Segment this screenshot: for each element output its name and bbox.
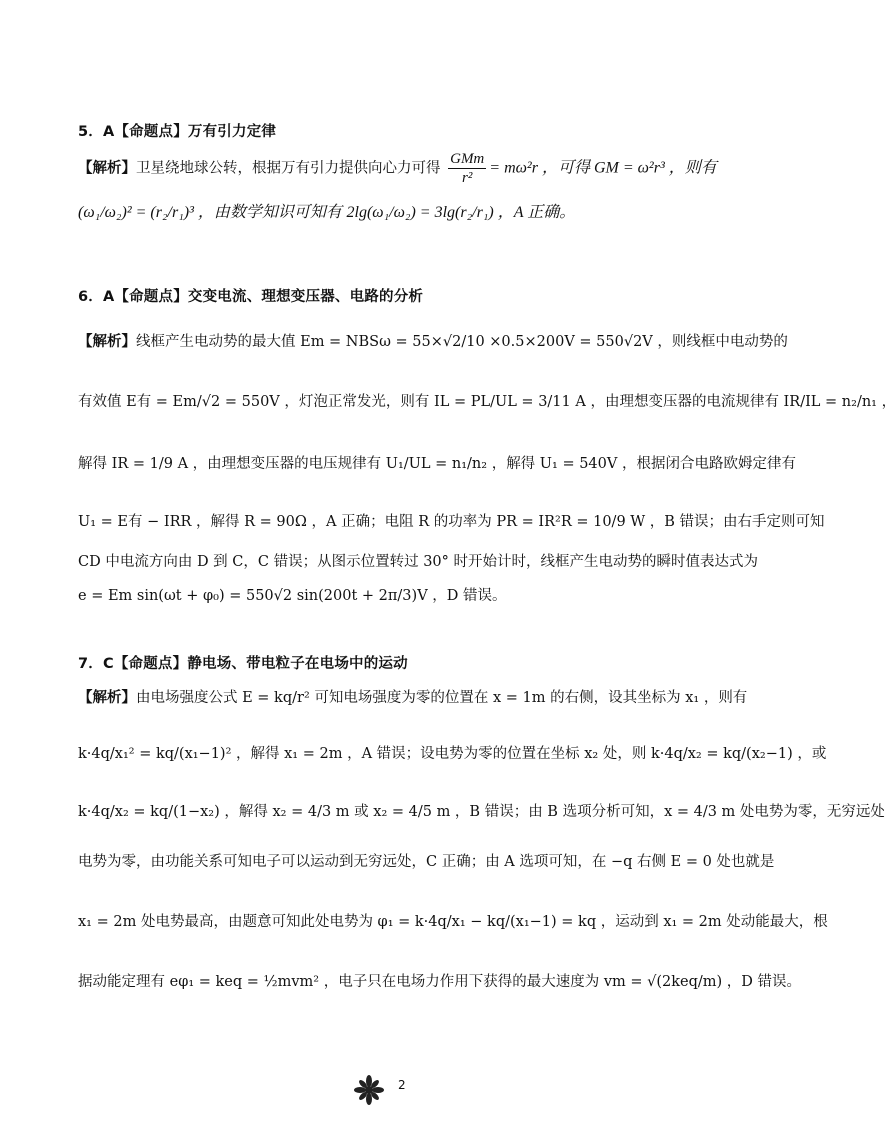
q6-line-3: 解得 IR = 1/9 A ，由理想变压器的电压规律有 U₁/UL = n₁/n₂ ，解得 U₁ = 540V ，根据闭合电路欧姆定律有: [78, 456, 796, 472]
q6-line-1: [78, 332, 788, 352]
q5-heading: 5．A【命题点】万有引力定律: [78, 124, 277, 140]
q5-fraction-gmm: $\frac{\text{GMm}}{\text{r²}}$: [450, 151, 485, 186]
q7-text-1: 由电场强度公式 E = kq/r² 可知电场强度为零的位置在 x = 1m 的右侧，设其坐标为 x₁ ，则有: [136, 690, 748, 706]
q7-line-3: k·4q/x₂ = kq/(1−x₂) ，解得 x₂ = 4/3 m 或 x₂ = 4/5 m ，B 错误；由 B 选项分析可知，x = 4/3 m 处电势为零，无穷远处: [78, 804, 885, 820]
page-number: 2: [398, 1078, 406, 1092]
q5-line-1: [78, 150, 728, 187]
q7-line-6: 据动能定理有 eφ₁ = keq = ½mvm² ，电子只在电场力作用下获得的最大速度为 vm = √(2keq/m) ，D 错误。: [78, 974, 802, 990]
q7-line-1: [78, 688, 748, 708]
q6-line-2: 有效值 E有 = Em/√2 = 550V ，灯泡正常发光，则有 IL = PL/UL = 3/11 A ，由理想变压器的电流规律有 IR/IL = n₂/n₁ ，: [78, 394, 896, 410]
q6-analysis-tag: 【解析】: [78, 334, 136, 350]
q7-line-5: x₁ = 2m 处电势最高，由题意可知此处电势为 φ₁ = k·4q/x₁ − kq/(x₁−1) = kq ，运动到 x₁ = 2m 处动能最大，根: [78, 914, 828, 930]
q6-line-4: U₁ = E有 − IRR ，解得 R = 90Ω ，A 正确；电阻 R 的功率为 PR = IR²R = 10/9 W ，B 错误；由右手定则可知: [78, 514, 825, 530]
q5-analysis-tag: 【解析】: [78, 160, 136, 177]
q7-analysis-tag: 【解析】: [78, 690, 136, 706]
q7-line-4: 电势为零，由功能关系可知电子可以运动到无穷远处，C 正确；由 A 选项可知，在 −q 右侧 E = 0 处也就是: [78, 854, 775, 870]
q5-text-1b: = mω²r ，可得 GM = ω²r³ ，则有: [489, 159, 717, 177]
q7-heading: 7．C【命题点】静电场、带电粒子在电场中的运动: [78, 656, 408, 672]
q5-line-2: [78, 203, 728, 223]
q6-text-1: 线框产生电动势的最大值 Em = NBSω = 55×√2/10 ×0.5×200V = 550√2V ，则线框中电动势的: [136, 334, 788, 350]
q6-heading: 6．A【命题点】交变电流、理想变压器、电路的分析: [78, 289, 424, 305]
q5-text-2b: 2lg(ω₁/ω₂) = 3lg(r₂/r₁) ，A 正确。: [346, 204, 576, 221]
q5-text-2a: (ω₁/ω₂)² = (r₂/r₁)³ ，由数学知识可知有: [78, 204, 342, 221]
q5-text-1a: 卫星绕地球公转，根据万有引力提供向心力可得: [136, 160, 441, 177]
q7-line-2: k·4q/x₁² = kq/(x₁−1)² ，解得 x₁ = 2m ，A 错误；设电势为零的位置在坐标 x₂ 处，则 k·4q/x₂ = kq/(x₂−1) ，或: [78, 746, 827, 762]
q6-line-5: CD 中电流方向由 D 到 C，C 错误；从图示位置转过 30° 时开始计时，线框产生电动势的瞬时值表达式为: [78, 554, 758, 570]
q6-line-6: e = Em sin(ωt + φ₀) = 550√2 sin(200t + 2π/3)V ，D 错误。: [78, 588, 507, 604]
